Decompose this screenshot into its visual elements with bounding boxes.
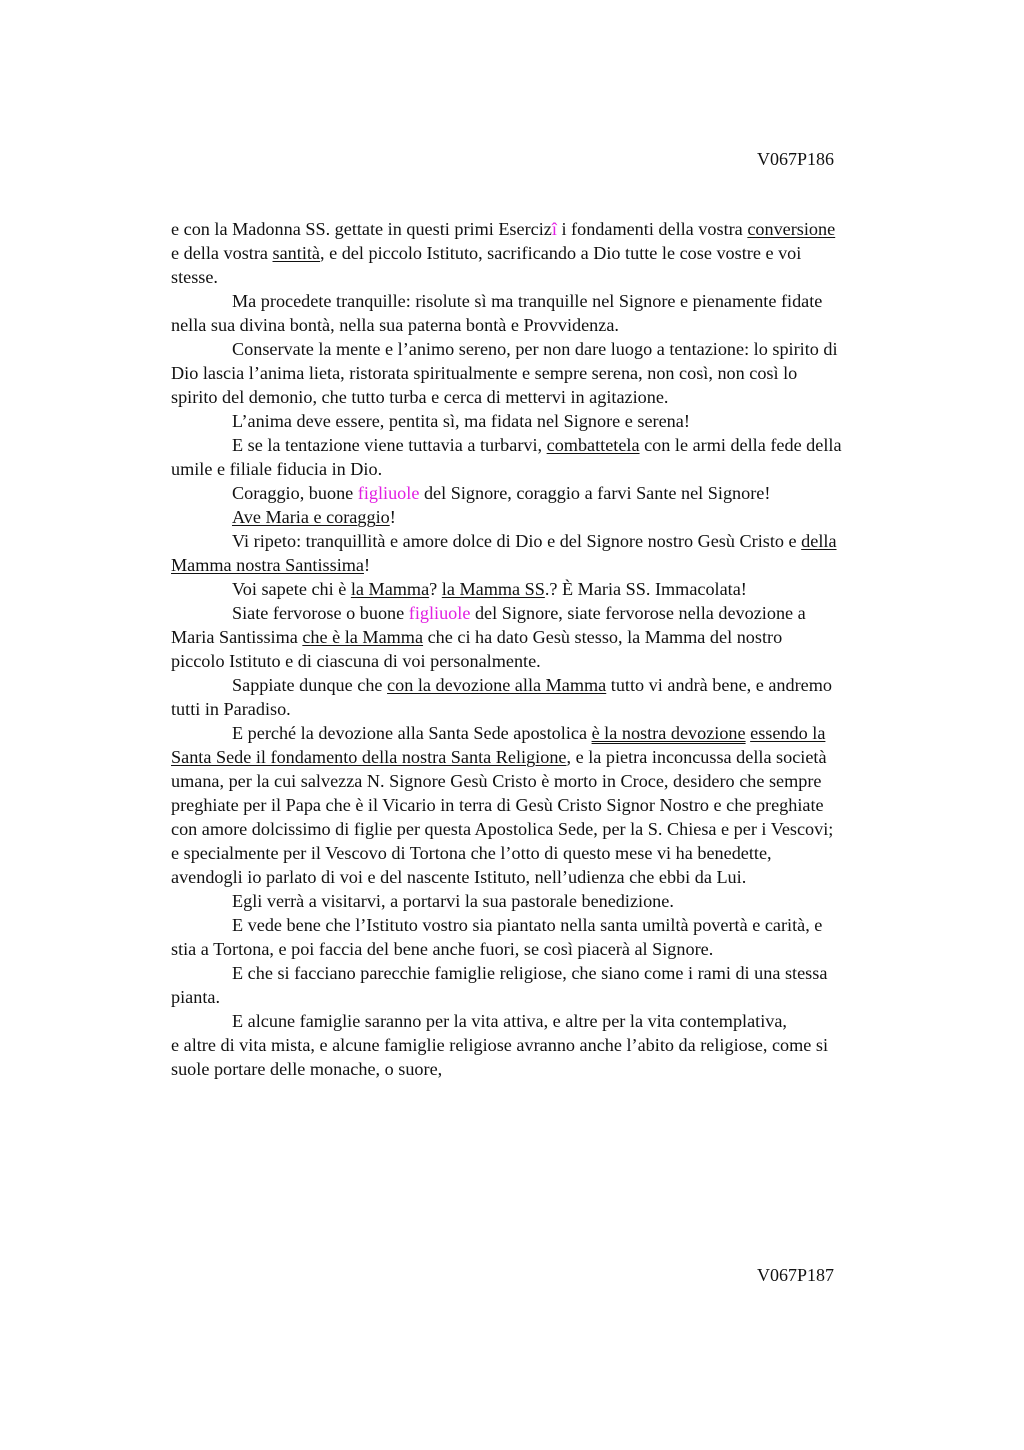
text-line: con amore dolcissimo di figlie per questa Apostolica Sede, per la S. Chiesa e per i Vescovi; (171, 819, 834, 839)
page-reference-bottom: V067P187 (757, 1265, 835, 1285)
text-line: e della vostra santità, e del piccolo Istituto, sacrificando a Dio tutte le cose vostre e voi (171, 243, 802, 263)
text-line: avendogli io parlato di voi e del nascente Istituto, nell’udienza che ebbi da Lui. (171, 867, 747, 887)
text-line: Egli verrà a visitarvi, a portarvi la sua pastorale benedizione. (232, 891, 674, 911)
text-line: E se la tentazione viene tuttavia a turbarvi, combattetela con le armi della fede della (232, 435, 842, 455)
text-line: Voi sapete chi è la Mamma? la Mamma SS.? È Maria SS. Immacolata! (232, 579, 747, 599)
text-line: umile e filiale fiducia in Dio. (171, 459, 383, 479)
text-line: L’anima deve essere, pentita sì, ma fidata nel Signore e serena! (232, 411, 690, 431)
letter-body (171, 217, 931, 1081)
page-reference-top: V067P186 (757, 149, 835, 169)
text-line: e con la Madonna SS. gettate in questi primi Esercizî i fondamenti della vostra conversione (171, 219, 836, 239)
text-line: preghiate per il Papa che è il Vicario in terra di Gesù Cristo Signor Nostro e che preghiate (171, 795, 824, 815)
text-line: Ma procedete tranquille: risolute sì ma tranquille nel Signore e pienamente fidate (232, 291, 823, 311)
text-line: Ave Maria e coraggio! (232, 507, 396, 527)
text-line: E perché la devozione alla Santa Sede apostolica è la nostra devozione essendo la (232, 723, 826, 743)
text-line: E alcune famiglie saranno per la vita attiva, e altre per la vita contemplativa, (232, 1011, 787, 1031)
text-line: Maria Santissima che è la Mamma che ci ha dato Gesù stesso, la Mamma del nostro (171, 627, 783, 647)
text-line: E che si facciano parecchie famiglie religiose, che siano come i rami di una stessa (232, 963, 828, 983)
text-line: spirito del demonio, che tutto turba e cerca di mettervi in agitazione. (171, 387, 669, 407)
text-line: Sappiate dunque che con la devozione alla Mamma tutto vi andrà bene, e andremo (232, 675, 832, 695)
text-line: piccolo Istituto e di ciascuna di voi personalmente. (171, 651, 541, 671)
text-line: e altre di vita mista, e alcune famiglie religiose avranno anche l’abito da religiose, come si (171, 1035, 829, 1055)
text-line: e specialmente per il Vescovo di Tortona che l’otto di questo mese vi ha benedette, (171, 843, 772, 863)
text-line: tutti in Paradiso. (171, 699, 291, 719)
text-line: nella sua divina bontà, nella sua paterna bontà e Provvidenza. (171, 315, 619, 335)
text-line: Siate fervorose o buone figliuole del Signore, siate fervorose nella devozione a (232, 603, 806, 623)
text-line: umana, per la cui salvezza N. Signore Gesù Cristo è morto in Croce, desidero che sempre (171, 771, 822, 791)
text-line: Santa Sede il fondamento della nostra Santa Religione, e la pietra inconcussa della società (171, 747, 827, 767)
text-line: Dio lascia l’anima lieta, ristorata spiritualmente e sempre serena, non così, non così lo (171, 363, 798, 383)
text-line: E vede bene che l’Istituto vostro sia piantato nella santa umiltà povertà e carità, e (232, 915, 823, 935)
text-line: Coraggio, buone figliuole del Signore, coraggio a farvi Sante nel Signore! (232, 483, 771, 503)
text-line: Vi ripeto: tranquillità e amore dolce di Dio e del Signore nostro Gesù Cristo e della (232, 531, 837, 551)
text-line: Conservate la mente e l’animo sereno, per non dare luogo a tentazione: lo spirito di (232, 339, 838, 359)
text-line: stia a Tortona, e poi faccia del bene anche fuori, se così piacerà al Signore. (171, 939, 714, 959)
text-line: suole portare delle monache, o suore, (171, 1059, 443, 1079)
text-line: pianta. (171, 987, 220, 1007)
text-line: stesse. (171, 267, 218, 287)
text-line: Mamma nostra Santissima! (171, 555, 371, 575)
